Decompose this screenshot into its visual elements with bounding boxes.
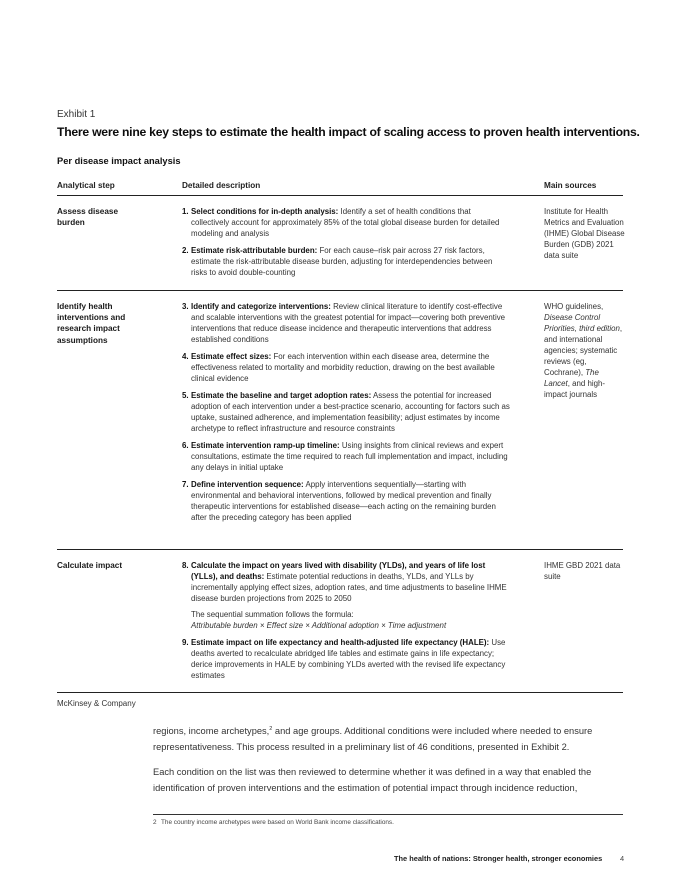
running-footer-title: The health of nations: Stronger health, stronger economies [394, 854, 603, 863]
header-detailed-description: Detailed description [182, 181, 261, 190]
table-row [57, 291, 623, 550]
footnote [153, 819, 394, 826]
step-sources: IHME GBD 2021 data suite [544, 561, 621, 581]
step-descriptions [182, 301, 510, 529]
step-category: Identify health interventions and research impact assumptions [57, 302, 126, 345]
footnote-text: The country income archetypes were based on World Bank income classifications. [161, 819, 394, 826]
table-row [57, 550, 623, 693]
exhibit-label: Exhibit 1 [57, 109, 96, 120]
step-item: 9. Estimate impact on life expectancy and health-adjusted life expectancy (HALE): Use deaths averted to recalculate abridged life tables and estimate gains in life expectancy; derice improvements in HALE by combining YLDs averted with the revised life expectancy estimates [182, 638, 506, 680]
step-category: Calculate impact [57, 561, 123, 570]
analysis-steps-table [57, 181, 623, 693]
step-sources: WHO guidelines, Disease Control Priorities, third edition, and international agencies; systematic reviews (eg, Cochrane), The Lancet, and high-impact journals [544, 302, 623, 399]
table-row [57, 196, 623, 291]
step-sources: Institute for Health Metrics and Evaluation (IHME) Global Disease Burden (GDB) 2021 data suite [544, 207, 625, 260]
formula-block [182, 609, 510, 631]
step-item: 3. Identify and categorize interventions: Review clinical literature to identify cost-effective and scalable interventions with the greatest potential for impact—covering both preventive interventions that reduce disease incidence and therapeutic interventions that address established conditions [182, 302, 506, 344]
formula-intro: The sequential summation follows the formula: [191, 610, 354, 619]
table-subtitle: Per disease impact analysis [57, 156, 181, 166]
step-item: 7. Define intervention sequence: Apply interventions sequentially—starting with environmental and behavioral interventions, followed by medical prevention and finally therapeutic interventions for established disease—each acting on the remaining burden after the preceding category has been applied [182, 480, 496, 522]
step-item: 1. Select conditions for in-depth analysis: Identify a set of health conditions that collectively account for approximately 85% of the total global disease burden for detailed modeling and analysis [182, 207, 500, 238]
step-category: Assess disease burden [57, 207, 118, 228]
step-descriptions [182, 560, 510, 687]
step-item: 5. Estimate the baseline and target adoption rates: Assess the potential for increased adoption of each intervention under a best-practice scenario, accounting for factors such as uptake, sustained adherence, and implementation feasibility; adjust estimates by income archetype to reflect infrastructure and resource constraints [182, 391, 510, 433]
formula-expression: Attributable burden × Effect size × Additional adoption × Time adjustment [191, 621, 447, 630]
footnote-divider [153, 814, 623, 815]
step-item: 6. Estimate intervention ramp-up timeline: Using insights from clinical reviews and expert consultations, estimate the time required to reach full implementation and impact, including any delays in initial uptake [182, 441, 508, 472]
footnote-ref[interactable]: 2 [269, 726, 273, 732]
step-item: 2. Estimate risk-attributable burden: For each cause–risk pair across 27 risk factors, estimate the risk-attributable disease burden, adjusting for interdependencies between risks to avoid double-counting [182, 246, 493, 277]
table-header-row [57, 181, 623, 196]
body-paragraph: regions, income archetypes,$^2$ and age groups. Additional conditions were included where needed to ensure representativeness. This process resulted in a preliminary list of 46 conditions, presented in Exhibit 2. [153, 726, 593, 753]
step-item: 8. Calculate the impact on years lived with disability (YLDs), and years of life lost (YLLs), and deaths: Estimate potential reductions in deaths, YLDs, and YLLs by incrementally applying effect sizes, adoption rates, and time adjustments to baseline IHME disease burden projections from 2025 to 2050 [182, 561, 507, 603]
body-paragraph: Each condition on the list was then reviewed to determine whether it was defined in a way that enabled the identification of proven interventions and the estimation of potential impact through incidence reduction, [153, 767, 592, 793]
step-descriptions [182, 206, 510, 284]
source-note: McKinsey & Company [57, 699, 136, 708]
page-number: 4 [620, 854, 625, 863]
step-item: 4. Estimate effect sizes: For each intervention within each disease area, determine the effectiveness related to mortality and morbidity reduction, drawing on the best available clinical evidence [182, 352, 495, 383]
exhibit-title: There were nine key steps to estimate the health impact of scaling access to proven health interventions. [57, 125, 640, 139]
footnote-number: 2 [153, 819, 157, 826]
header-analytical-step: Analytical step [57, 181, 115, 190]
header-main-sources: Main sources [544, 181, 597, 190]
